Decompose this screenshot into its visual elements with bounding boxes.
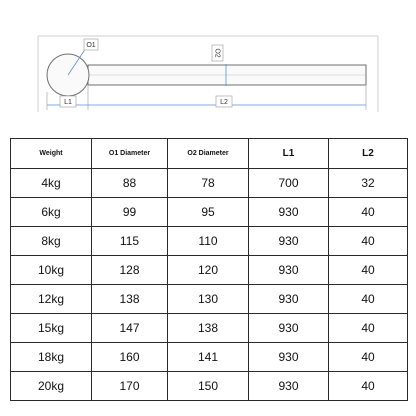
cell-l2: 40	[329, 227, 408, 256]
cell-o1-diameter: 88	[92, 169, 168, 198]
cell-l1: 930	[249, 256, 329, 285]
cell-weight: 4kg	[11, 169, 92, 198]
cell-o2-diameter: 150	[168, 372, 249, 401]
cell-weight: 10kg	[11, 256, 92, 285]
cell-o2-diameter: 120	[168, 256, 249, 285]
table-row	[11, 227, 408, 256]
dimension-spec-table	[10, 138, 408, 401]
table-row	[11, 198, 408, 227]
table-row	[11, 169, 408, 198]
cell-weight: 20kg	[11, 372, 92, 401]
header-l2: L2	[329, 139, 408, 169]
cell-l1: 930	[249, 343, 329, 372]
cell-l2: 40	[329, 372, 408, 401]
cell-l1: 930	[249, 285, 329, 314]
cell-o1-diameter: 99	[92, 198, 168, 227]
cell-weight: 8kg	[11, 227, 92, 256]
table-header-row	[11, 139, 408, 169]
cell-l1: 930	[249, 198, 329, 227]
cell-o1-diameter: 128	[92, 256, 168, 285]
table-row	[11, 343, 408, 372]
cell-o1-diameter: 138	[92, 285, 168, 314]
cell-o2-diameter: 141	[168, 343, 249, 372]
header-l1: L1	[249, 139, 329, 169]
cell-weight: 18kg	[11, 343, 92, 372]
cell-l1: 930	[249, 314, 329, 343]
cell-l2: 32	[329, 169, 408, 198]
cell-o2-diameter: 95	[168, 198, 249, 227]
cell-weight: 6kg	[11, 198, 92, 227]
bar-dimension-diagram	[0, 0, 416, 120]
table-row	[11, 285, 408, 314]
cell-o2-diameter: 110	[168, 227, 249, 256]
cell-l2: 40	[329, 256, 408, 285]
cell-l1: 930	[249, 372, 329, 401]
cell-o2-diameter: 130	[168, 285, 249, 314]
o1-label: O1	[86, 42, 96, 49]
cell-o2-diameter: 138	[168, 314, 249, 343]
cell-l2: 40	[329, 343, 408, 372]
o2-label: O2	[213, 48, 221, 58]
header-o1-diameter: O1 Diameter	[92, 139, 168, 169]
cell-o1-diameter: 115	[92, 227, 168, 256]
l1-label: L1	[64, 99, 72, 106]
header-o2-diameter: O2 Diameter	[168, 139, 249, 169]
table-row	[11, 372, 408, 401]
cell-l1: 930	[249, 227, 329, 256]
table-row	[11, 314, 408, 343]
cell-weight: 12kg	[11, 285, 92, 314]
table-row	[11, 256, 408, 285]
cell-o2-diameter: 78	[168, 169, 249, 198]
cell-l2: 40	[329, 285, 408, 314]
cell-l2: 40	[329, 198, 408, 227]
cell-weight: 15kg	[11, 314, 92, 343]
cell-o1-diameter: 170	[92, 372, 168, 401]
cell-l1: 700	[249, 169, 329, 198]
cell-o1-diameter: 160	[92, 343, 168, 372]
header-weight: Weight	[11, 139, 92, 169]
cell-o1-diameter: 147	[92, 314, 168, 343]
l2-label: L2	[220, 99, 228, 106]
cell-l2: 40	[329, 314, 408, 343]
